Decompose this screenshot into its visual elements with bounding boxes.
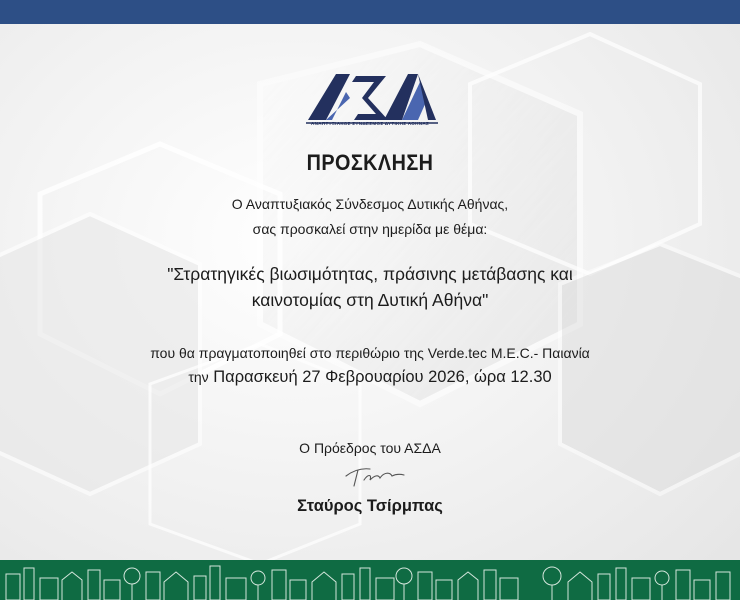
logo-subtitle: ΑΝΑΠΤΥΞΙΑΚΟΣ ΣΥΝΔΕΣΜΟΣ ΔΥΤΙΚΗΣ ΑΘΗΝΑΣ: [310, 121, 430, 126]
signatory-name: Σταύρος Τσίρμπας: [297, 497, 443, 515]
topic-line-2: καινοτομίας στη Δυτική Αθήνα": [251, 290, 489, 310]
intro-line-1: Ο Αναπτυξιακός Σύνδεσμος Δυτικής Αθήνας,: [231, 196, 509, 212]
intro-line-2: σας προσκαλεί στην ημερίδα με θέμα:: [252, 221, 488, 237]
date-line: [0, 368, 740, 387]
footer-city-illustration: [0, 560, 740, 600]
top-color-bar: [0, 0, 740, 24]
date-text: Παρασκευή 27 Φεβρουαρίου 2026, ώρα 12.30: [213, 368, 552, 386]
topic-line-1: "Στρατηγικές βιωσιμότητας, πράσινης μετάβασης και: [167, 264, 573, 284]
handwritten-signature: [340, 462, 410, 488]
city-skyline-decoration: [0, 560, 740, 600]
signatory-role: Ο Πρόεδρος του ΑΣΔΑ: [299, 440, 441, 456]
date-prefix: την: [188, 369, 209, 385]
venue-line: που θα πραγματοποιηθεί στο περιθώριο της Verde.tec M.E.C.- Παιανία: [150, 345, 590, 361]
invitation-heading: ΠΡΟΣΚΛΗΣΗ: [306, 150, 434, 175]
